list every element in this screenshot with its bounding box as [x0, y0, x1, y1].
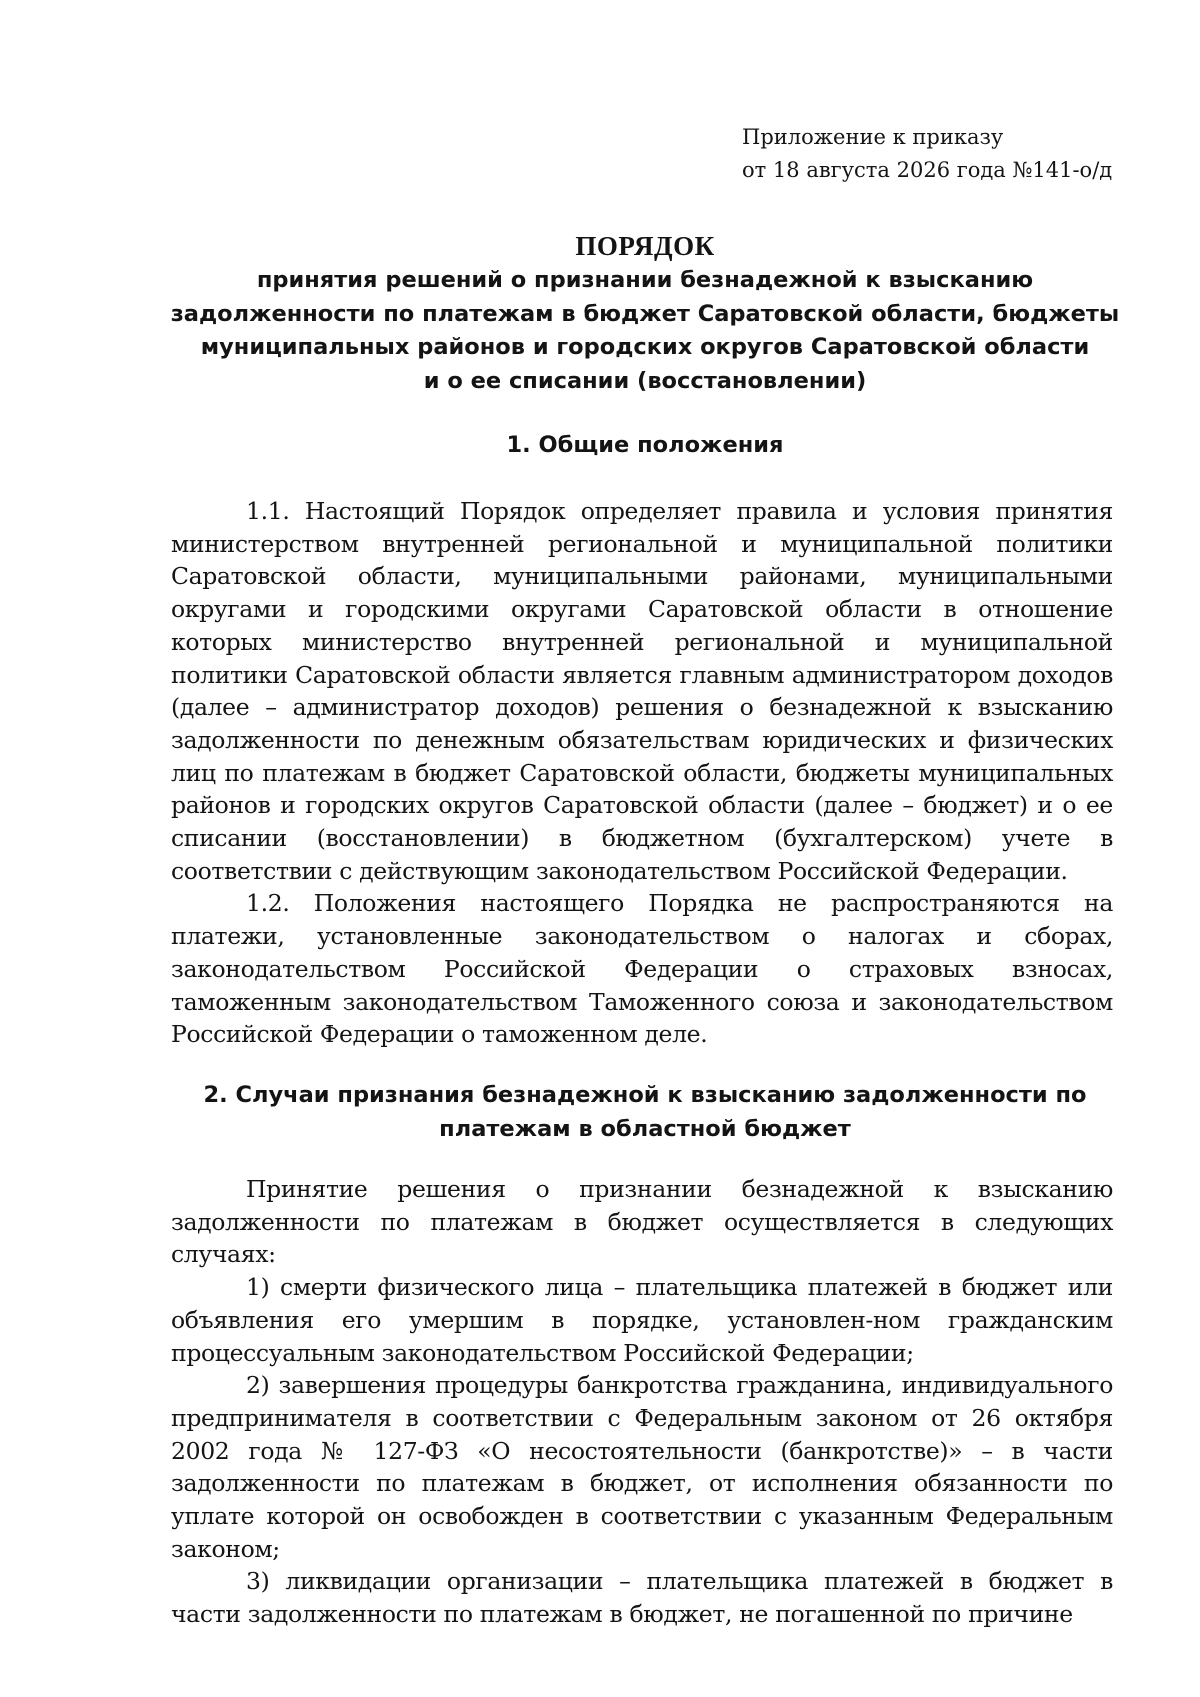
paragraph: 1.2. Положения настоящего Порядка не распространяются на платежи, установленные законодательством о налогах и сборах, законодательством Российской Федерации о страховых взносах, таможенным законодательством Таможенного союза и законодательством Российской Федерации о таможенном деле.	[171, 889, 1113, 1049]
appendix-line-1: Приложение к приказу	[742, 125, 1004, 149]
section-2-body	[171, 1173, 1113, 1631]
appendix-line-2: от 18 августа 2026 года №141-о/д	[742, 158, 1113, 182]
paragraph: 1.1. Настоящий Порядок определяет правила и условия принятия министерством внутренней региональной и муниципальной политики Саратовской области, муниципальными районами, муниципальными округами и городскими округами Саратовской области в отношение которых министерство внутренней региональной и муниципальной политики Саратовской области является главным администратором доходов (далее – администратор доходов) решения о безнадежной к взысканию задолженности по денежным обязательствам юридических и физических лиц по платежам в бюджет Саратовской области, бюджеты муниципальных районов и городских округов Саратовской области (далее – бюджет) и о ее списании (восстановлении) в бюджетном (бухгалтерском) учете в соответствии с действующим законодательством Российской Федерации.	[171, 497, 1113, 885]
section-2-heading	[170, 1078, 1120, 1146]
section-1-body	[171, 495, 1113, 1051]
appendix-note	[742, 121, 1112, 187]
title-sub-line: принятия решений о признании безнадежной к взысканию	[256, 267, 1034, 293]
title-sub-line: муниципальных районов и городских округов Саратовской области	[200, 334, 1090, 360]
paragraph: 2) завершения процедуры банкротства гражданина, индивидуального предпринимателя в соответствии с Федеральным законом от 26 октября 2002 года № 127-ФЗ «О несостоятельности (банкротстве)» – в части задолженности по платежам в бюджет, от исполнения обязанности по уплате которой он освобожден в соответствии с указанным Федеральным законом;	[171, 1371, 1113, 1563]
section-1-heading: 1. Общие положения	[506, 432, 784, 458]
title-sub-line: и о ее списании (восстановлении)	[423, 367, 867, 394]
section-2-heading-line-2: платежам в областной бюджет	[439, 1116, 851, 1142]
paragraph: 1) смерти физического лица – плательщика платежей в бюджет или объявления его умершим в порядке, установлен-ном гражданским процессуальным законодательством Российской Федерации;	[171, 1273, 1113, 1367]
document-title	[170, 228, 1120, 398]
paragraph: Принятие решения о признании безнадежной к взысканию задолженности по платежам в бюджет осуществляется в следующих случаях:	[171, 1175, 1113, 1269]
section-2-heading-line-1: 2. Случаи признания безнадежной к взысканию задолженности по	[203, 1082, 1087, 1108]
title-sub-line: задолженности по платежам в бюджет Саратовской области, бюджеты	[170, 300, 1120, 327]
title-main: ПОРЯДОК	[575, 231, 715, 261]
paragraph: 3) ликвидации организации – плательщика платежей в бюджет в части задолженности по платежам в бюджет, не погашенной по причине	[171, 1567, 1113, 1629]
